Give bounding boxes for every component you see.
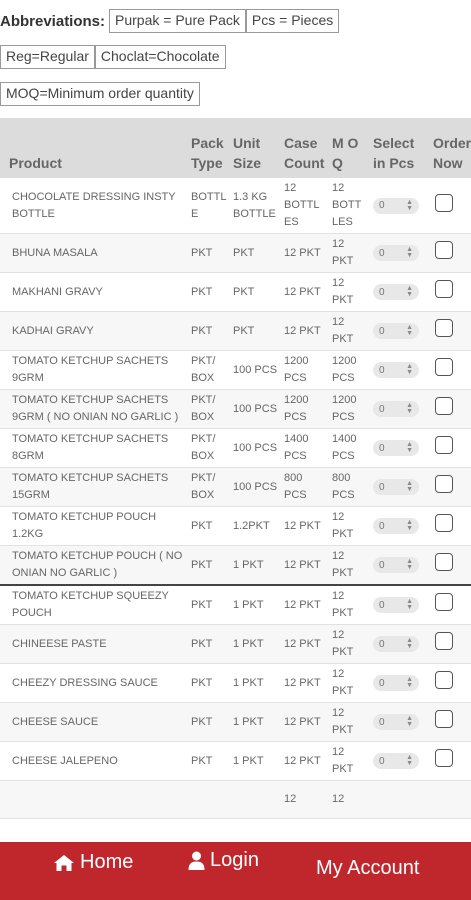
moq-cell: 1200 PCS bbox=[329, 390, 370, 429]
table-row bbox=[0, 664, 471, 703]
abbreviation-pcs: Pcs = Pieces bbox=[246, 9, 339, 33]
pack-type-cell: PKT/ BOX bbox=[188, 429, 230, 468]
quantity-stepper[interactable] bbox=[373, 245, 419, 261]
case-count-cell: 12 PKT bbox=[281, 273, 329, 312]
product-cell: TOMATO KETCHUP SACHETS 9GRM ( NO ONIAN NO GARLIC ) bbox=[0, 390, 188, 429]
order-now-cell bbox=[430, 178, 471, 234]
quantity-stepper[interactable] bbox=[373, 440, 419, 456]
select-qty-cell bbox=[370, 351, 430, 390]
select-qty-cell bbox=[370, 585, 430, 625]
table-row bbox=[0, 390, 471, 429]
unit-size-cell: PKT bbox=[230, 273, 281, 312]
quantity-value: 0 bbox=[379, 442, 385, 454]
unit-size-cell: 1 PKT bbox=[230, 703, 281, 742]
quantity-value: 0 bbox=[379, 520, 385, 532]
table-row bbox=[0, 546, 471, 586]
abbreviations-row-2 bbox=[0, 45, 226, 69]
spinner-arrows-icon[interactable]: ▲ ▼ bbox=[406, 285, 413, 298]
table-row bbox=[0, 507, 471, 546]
nav-login-button[interactable] bbox=[188, 849, 259, 872]
spinner-arrows-icon[interactable]: ▲ ▼ bbox=[406, 198, 413, 212]
select-qty-cell bbox=[370, 312, 430, 351]
quantity-value: 0 bbox=[379, 247, 385, 259]
table-row bbox=[0, 178, 471, 234]
case-count-cell: 1200 PCS bbox=[281, 390, 329, 429]
order-now-cell bbox=[430, 429, 471, 468]
moq-cell: 12 PKT bbox=[329, 507, 370, 546]
pack-type-cell: PKT/ BOX bbox=[188, 468, 230, 507]
header-product: Product bbox=[0, 118, 188, 178]
quantity-stepper[interactable] bbox=[373, 714, 419, 730]
product-cell: CHEEZY DRESSING SAUCE bbox=[0, 664, 188, 703]
quantity-stepper[interactable] bbox=[373, 323, 419, 339]
product-cell: TOMATO KETCHUP POUCH ( NO ONIAN NO GARLIC ) bbox=[0, 546, 188, 586]
nav-my-account-label: My Account bbox=[316, 857, 420, 879]
table-row bbox=[0, 312, 471, 351]
quantity-stepper[interactable] bbox=[373, 518, 419, 534]
case-count-cell: 1400 PCS bbox=[281, 429, 329, 468]
abbreviation-purpak: Purpak = Pure Pack bbox=[109, 9, 246, 33]
quantity-stepper[interactable] bbox=[373, 675, 419, 691]
unit-size-cell: PKT bbox=[230, 234, 281, 273]
nav-home-label: Home bbox=[80, 851, 134, 873]
unit-size-cell: 1.3 KG BOTTLE bbox=[230, 178, 281, 234]
table-row bbox=[0, 703, 471, 742]
order-now-cell bbox=[430, 742, 471, 781]
order-now-checkbox[interactable] bbox=[435, 280, 453, 298]
moq-cell: 12 PKT bbox=[329, 546, 370, 586]
quantity-stepper[interactable] bbox=[373, 557, 419, 573]
quantity-value: 0 bbox=[379, 200, 385, 211]
order-now-cell bbox=[430, 468, 471, 507]
select-qty-cell bbox=[370, 625, 430, 664]
quantity-value: 0 bbox=[379, 638, 385, 650]
abbreviation-moq: MOQ=Minimum order quantity bbox=[0, 82, 200, 106]
select-qty-cell bbox=[370, 468, 430, 507]
product-cell: CHOCOLATE DRESSING INSTY BOTTLE bbox=[0, 178, 188, 234]
case-count-cell: 12 PKT bbox=[281, 546, 329, 586]
case-count-cell: 12 PKT bbox=[281, 507, 329, 546]
case-count-cell: 12 PKT bbox=[281, 585, 329, 625]
pack-type-cell: PKT bbox=[188, 312, 230, 351]
pack-type-cell: PKT/ BOX bbox=[188, 390, 230, 429]
order-now-cell bbox=[430, 703, 471, 742]
unit-size-cell bbox=[230, 781, 281, 819]
pack-type-cell: PKT bbox=[188, 507, 230, 546]
table-body bbox=[0, 178, 471, 819]
select-qty-cell bbox=[370, 546, 430, 586]
order-now-cell bbox=[430, 273, 471, 312]
select-qty-cell bbox=[370, 703, 430, 742]
spinner-arrows-icon[interactable]: ▲ ▼ bbox=[406, 558, 413, 571]
order-now-cell bbox=[430, 507, 471, 546]
quantity-value: 0 bbox=[379, 325, 385, 337]
quantity-value: 0 bbox=[379, 677, 385, 689]
quantity-stepper[interactable] bbox=[373, 401, 419, 417]
pack-type-cell: PKT bbox=[188, 585, 230, 625]
moq-cell: 12 PKT bbox=[329, 585, 370, 625]
product-cell: BHUNA MASALA bbox=[0, 234, 188, 273]
quantity-stepper[interactable] bbox=[373, 636, 419, 652]
spinner-arrows-icon[interactable]: ▲ ▼ bbox=[406, 363, 413, 376]
select-qty-cell bbox=[370, 742, 430, 781]
pack-type-cell: PKT bbox=[188, 664, 230, 703]
abbreviation-reg: Reg=Regular bbox=[0, 45, 95, 69]
unit-size-cell: 100 PCS bbox=[230, 429, 281, 468]
header-select-in-pcs: Select in Pcs bbox=[370, 118, 430, 178]
order-now-checkbox[interactable] bbox=[435, 749, 453, 767]
order-now-cell bbox=[430, 390, 471, 429]
user-icon bbox=[188, 851, 205, 870]
quantity-stepper[interactable] bbox=[373, 479, 419, 495]
order-now-checkbox[interactable] bbox=[435, 593, 453, 611]
quantity-stepper[interactable] bbox=[373, 362, 419, 378]
table-row bbox=[0, 585, 471, 625]
table-row bbox=[0, 625, 471, 664]
case-count-cell: 12 bbox=[281, 781, 329, 819]
unit-size-cell: PKT bbox=[230, 312, 281, 351]
spinner-arrows-icon[interactable]: ▲ ▼ bbox=[406, 480, 413, 493]
table-row bbox=[0, 781, 471, 819]
spinner-arrows-icon[interactable]: ▲ ▼ bbox=[406, 754, 413, 767]
order-now-checkbox[interactable] bbox=[435, 397, 453, 415]
spinner-arrows-icon[interactable]: ▲ ▼ bbox=[406, 402, 413, 415]
product-cell: CHEESE SAUCE bbox=[0, 703, 188, 742]
bottom-navigation bbox=[0, 842, 471, 900]
spinner-arrows-icon[interactable]: ▲ ▼ bbox=[406, 324, 413, 337]
select-qty-cell bbox=[370, 390, 430, 429]
spinner-arrows-icon[interactable]: ▲ ▼ bbox=[406, 715, 413, 728]
spinner-arrows-icon[interactable]: ▲ ▼ bbox=[406, 519, 413, 532]
moq-cell: 1400 PCS bbox=[329, 429, 370, 468]
quantity-stepper[interactable] bbox=[373, 284, 419, 300]
product-cell: CHINEESE PASTE bbox=[0, 625, 188, 664]
product-cell: TOMATO KETCHUP SACHETS 8GRM bbox=[0, 429, 188, 468]
unit-size-cell: 100 PCS bbox=[230, 351, 281, 390]
quantity-value: 0 bbox=[379, 481, 385, 493]
select-qty-cell bbox=[370, 781, 430, 819]
table-row bbox=[0, 742, 471, 781]
spinner-arrows-icon[interactable]: ▲ ▼ bbox=[406, 441, 413, 454]
unit-size-cell: 100 PCS bbox=[230, 390, 281, 429]
case-count-cell: 12 BOTTLES bbox=[281, 178, 329, 234]
order-now-checkbox[interactable] bbox=[435, 632, 453, 650]
quantity-value: 0 bbox=[379, 755, 385, 767]
home-icon bbox=[53, 854, 75, 872]
order-now-cell bbox=[430, 781, 471, 819]
order-now-cell bbox=[430, 312, 471, 351]
order-now-checkbox[interactable] bbox=[435, 710, 453, 728]
select-qty-cell bbox=[370, 178, 430, 234]
order-now-cell bbox=[430, 234, 471, 273]
pack-type-cell: PKT bbox=[188, 273, 230, 312]
nav-my-account-button[interactable] bbox=[316, 857, 419, 880]
case-count-cell: 12 PKT bbox=[281, 664, 329, 703]
moq-cell: 12 BOTTLES bbox=[329, 178, 370, 234]
moq-cell: 12 PKT bbox=[329, 742, 370, 781]
case-count-cell: 12 PKT bbox=[281, 742, 329, 781]
select-qty-cell bbox=[370, 273, 430, 312]
quantity-stepper[interactable] bbox=[373, 753, 419, 769]
case-count-cell: 1200 PCS bbox=[281, 351, 329, 390]
unit-size-cell: 1 PKT bbox=[230, 585, 281, 625]
product-cell: TOMATO KETCHUP POUCH 1.2KG bbox=[0, 507, 188, 546]
select-qty-cell bbox=[370, 507, 430, 546]
select-qty-cell bbox=[370, 429, 430, 468]
nav-home-button[interactable] bbox=[53, 851, 133, 874]
product-cell: CHEESE JALEPENO bbox=[0, 742, 188, 781]
moq-cell: 12 PKT bbox=[329, 664, 370, 703]
header-pack-type: Pack Type bbox=[188, 118, 230, 178]
pack-type-cell: BOTTLE bbox=[188, 178, 230, 234]
product-cell: TOMATO KETCHUP SACHETS 15GRM bbox=[0, 468, 188, 507]
moq-cell: 12 PKT bbox=[329, 273, 370, 312]
order-now-checkbox[interactable] bbox=[435, 241, 453, 259]
spinner-arrows-icon[interactable]: ▲ ▼ bbox=[406, 246, 413, 259]
unit-size-cell: 100 PCS bbox=[230, 468, 281, 507]
order-now-cell bbox=[430, 585, 471, 625]
order-now-checkbox[interactable] bbox=[435, 358, 453, 376]
pack-type-cell: PKT bbox=[188, 703, 230, 742]
quantity-value: 0 bbox=[379, 364, 385, 376]
unit-size-cell: 1 PKT bbox=[230, 625, 281, 664]
unit-size-cell: 1.2PKT bbox=[230, 507, 281, 546]
abbreviations-row-3 bbox=[0, 82, 200, 106]
spinner-arrows-icon[interactable]: ▲ ▼ bbox=[406, 676, 413, 689]
abbreviation-choclat: Choclat=Chocolate bbox=[95, 45, 226, 69]
product-cell: TOMATO KETCHUP SQUEEZY POUCH bbox=[0, 585, 188, 625]
order-now-checkbox[interactable] bbox=[435, 514, 453, 532]
case-count-cell: 12 PKT bbox=[281, 703, 329, 742]
pack-type-cell: PKT bbox=[188, 625, 230, 664]
moq-cell: 12 bbox=[329, 781, 370, 819]
product-cell bbox=[0, 781, 188, 819]
header-moq: M O Q bbox=[329, 118, 370, 178]
moq-cell: 800 PCS bbox=[329, 468, 370, 507]
order-now-checkbox[interactable] bbox=[435, 194, 453, 212]
pack-type-cell: PKT bbox=[188, 742, 230, 781]
product-cell: MAKHANI GRAVY bbox=[0, 273, 188, 312]
order-now-checkbox[interactable] bbox=[435, 436, 453, 454]
moq-cell: 12 PKT bbox=[329, 703, 370, 742]
table-row bbox=[0, 429, 471, 468]
order-now-checkbox[interactable] bbox=[435, 553, 453, 571]
spinner-arrows-icon[interactable]: ▲ ▼ bbox=[406, 637, 413, 650]
quantity-value: 0 bbox=[379, 559, 385, 571]
order-now-checkbox[interactable] bbox=[435, 671, 453, 689]
order-now-checkbox[interactable] bbox=[435, 475, 453, 493]
pack-type-cell bbox=[188, 781, 230, 819]
pack-type-cell: PKT/ BOX bbox=[188, 351, 230, 390]
case-count-cell: 800 PCS bbox=[281, 468, 329, 507]
product-cell: KADHAI GRAVY bbox=[0, 312, 188, 351]
table-row bbox=[0, 468, 471, 507]
moq-cell: 1200 PCS bbox=[329, 351, 370, 390]
order-now-cell bbox=[430, 546, 471, 586]
quantity-value: 0 bbox=[379, 716, 385, 728]
quantity-value: 0 bbox=[379, 599, 385, 611]
order-table bbox=[0, 118, 471, 819]
pack-type-cell: PKT bbox=[188, 546, 230, 586]
quantity-value: 0 bbox=[379, 403, 385, 415]
moq-cell: 12 PKT bbox=[329, 234, 370, 273]
case-count-cell: 12 PKT bbox=[281, 625, 329, 664]
order-now-cell bbox=[430, 625, 471, 664]
case-count-cell: 12 PKT bbox=[281, 234, 329, 273]
moq-cell: 12 PKT bbox=[329, 625, 370, 664]
spinner-arrows-icon[interactable]: ▲ ▼ bbox=[406, 598, 413, 611]
product-cell: TOMATO KETCHUP SACHETS 9GRM bbox=[0, 351, 188, 390]
quantity-stepper[interactable] bbox=[373, 198, 419, 214]
order-now-checkbox[interactable] bbox=[435, 319, 453, 337]
header-case-count: Case Count bbox=[281, 118, 329, 178]
pack-type-cell: PKT bbox=[188, 234, 230, 273]
table-row bbox=[0, 234, 471, 273]
nav-login-label: Login bbox=[210, 849, 259, 871]
order-now-cell bbox=[430, 351, 471, 390]
unit-size-cell: 1 PKT bbox=[230, 546, 281, 586]
moq-cell: 12 PKT bbox=[329, 312, 370, 351]
select-qty-cell bbox=[370, 234, 430, 273]
order-now-cell bbox=[430, 664, 471, 703]
abbreviations-title: Abbreviations: bbox=[0, 12, 106, 30]
header-unit-size: Unit Size bbox=[230, 118, 281, 178]
header-order-now: Order Now bbox=[430, 118, 471, 178]
unit-size-cell: 1 PKT bbox=[230, 664, 281, 703]
case-count-cell: 12 PKT bbox=[281, 312, 329, 351]
select-qty-cell bbox=[370, 664, 430, 703]
quantity-value: 0 bbox=[379, 286, 385, 298]
table-header-row bbox=[0, 118, 471, 178]
table-row bbox=[0, 273, 471, 312]
table-row bbox=[0, 351, 471, 390]
unit-size-cell: 1 PKT bbox=[230, 742, 281, 781]
quantity-stepper[interactable] bbox=[373, 597, 419, 613]
abbreviations-row-1 bbox=[0, 9, 339, 33]
